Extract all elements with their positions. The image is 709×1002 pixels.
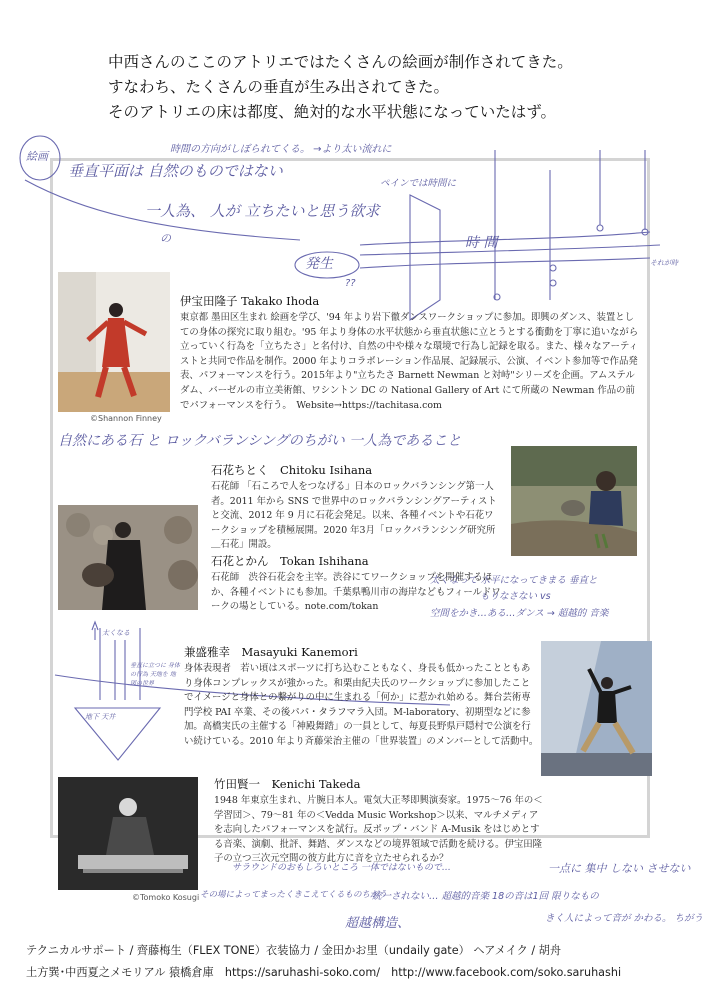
hw-kaiga: 絵画	[26, 150, 48, 163]
photo-kenichi-takeda	[58, 777, 198, 890]
artist-name: 石花とかん Tokan Ishihana	[211, 554, 369, 568]
photo-tokan-ishihana	[58, 505, 198, 610]
hw-left-note3: 地下 天井	[85, 713, 116, 721]
hw-no: の	[160, 232, 171, 245]
artist-bio: 石花師 「石ころで人をつなげる」日本のロックバランシング第一人者。2011 年から SNS で世界中のロックバランシングアーティストと交流、2012 年 9 月に石花会発足。以来、各種イベントや石花ワークショップを積極展開。2020 年3月「ロックバランシング研究所＿石花」開設。	[211, 481, 497, 551]
hw-bottom-note1: サラウンドのおもしろいところ 一体ではないもので…	[232, 863, 451, 873]
footer-credits: テクニカルサポート / 齊藤梅生（FLEX TONE）衣装協力 / 金田かお里（undaily gate） ヘアメイク / 胡舟	[26, 944, 562, 957]
hw-bottom-note3: 統一されない… 超越的音楽 18の音は1回 限りなもの	[372, 891, 599, 902]
bio-tokan-ishihana	[211, 553, 501, 615]
photo-chitoku-isihana	[511, 446, 637, 556]
intro-line-2: すなわち、たくさんの垂直が生み出されてきた。	[108, 78, 450, 96]
hw-qq: ??	[345, 278, 356, 289]
credit-shannon-finney: ©Shannon Finney	[90, 414, 162, 423]
bio-masayuki-kanemori	[184, 644, 539, 750]
footer-venue: 土方巽･中西夏之メモリアル 猿橋倉庫 https://saruhashi-soko.com/ http://www.facebook.com/soko.saruhashi	[26, 966, 622, 979]
hw-pain-time: ペインでは時間に	[380, 178, 457, 189]
artist-name: 竹田賢一 Kenichi Takeda	[214, 777, 361, 791]
hw-bottom-note5: 一点に 集中 しない させない	[548, 862, 691, 875]
hw-left-note1: 太くなる	[102, 629, 130, 637]
photo-masayuki-kanemori	[541, 641, 652, 776]
bio-kenichi-takeda	[214, 776, 544, 867]
artist-bio: 身体表現者 若い頃はスポーツに打ち込むこともなく、身長も低かったことともあり身体コンプレックスが強かった。和栗由紀夫氏のワークショップに参加したことでイメージと身体との繋がりの中に生まれる「何か」に惹かれ始める。舞台芸術専門学校 PAI 卒業、その後パパ・タラフマラ入団。M-laboratory、初期型などに参加。高橋実氏の主催する「神殿舞踏」の一員として、毎夏長野県戸隠村で公演を行い続けている。2010 年より斉藤栄治主催の「世界装置」のメンバーとして活動中。	[184, 663, 539, 747]
hw-bottom-note6: きく人によって音が かわる。 ちがう	[545, 913, 704, 924]
hw-natural-stone: 自然にある石 と ロックバランシングのちがい 一人為であること	[58, 433, 462, 449]
bio-takako-ihoda	[180, 293, 640, 413]
intro-line-1: 中西さんのここのアトリエではたくさんの絵画が制作されてきた。	[108, 53, 573, 71]
artist-bio: 石花師 渋谷石花会を主宰。渋谷にてワークショップを開催するほか、各種イベントにも参加。千葉県鴨川市の海岸などもフィールドワークの場としている。note.com/tokan	[211, 572, 501, 613]
hw-tiny: それが時	[650, 259, 678, 267]
hw-jikan: 時 間	[465, 235, 498, 251]
hw-vertical-plane: 垂直平面は 自然のものではない	[68, 162, 283, 180]
hw-right-note2: もりなさない vs	[480, 591, 551, 602]
credit-tomoko-kosugi: ©Tomoko Kosugi	[132, 893, 200, 902]
photo-takako-ihoda	[58, 272, 170, 412]
hw-bottom-note2: その場によってまったくきこえてくるものちがう	[200, 890, 388, 900]
hw-bottom-note4: 超越構造、	[345, 916, 411, 931]
hw-ichi-ninen: 一人為、 人が 立ちたいと思う欲求	[145, 202, 380, 220]
artist-bio: 1948 年東京生まれ、片腕日本人。電気大正琴即興演奏家。1975～76 年の＜学習団＞、79～81 年の＜Vedda Music Workshop＞以来、マルチメディアを志向したパフォーマンスを試行。反ポップ・バンド A-Musik をはじめとする音楽、演劇、批評、舞踏、ダンスなどの境界領域で活動を続ける。伊宝田隆子の立つ三次元空間の彼方此方に音を立たせられるか？	[214, 795, 543, 865]
bio-chitoku-isihana	[211, 462, 501, 553]
hw-time-flow: 時間の方向がしぼられてくる。 →より太い流れに	[170, 144, 392, 155]
hw-hassei: 発生	[305, 256, 333, 272]
artist-name: 兼盛雅幸 Masayuki Kanemori	[184, 645, 358, 659]
artist-name: 伊宝田隆子 Takako Ihoda	[180, 294, 320, 308]
hw-right-note3: 空間をかき…ある…ダンス → 超越的 音楽	[430, 608, 609, 619]
artist-bio: 東京都 墨田区生まれ 絵画を学び、'94 年より岩下徹ダンスワークショップに参加。即興のダンス、装置としての身体の探究に取り組む。'95 年より身体の水平状態から垂直状態に立とうとする衝動を丁寧に追いながら立っていく行為を「立ちたさ」と名付け、自然の中や様々な環境で行為し記録を取る。また、様々なアーティストと共同で作品を制作。2000 年よりコラボレーション作品展、記録展示、公演、イベント参加等で作品発表、パフォーマンスを行う。2015年より"立ちたさ Barnett Newman と対峙"シリーズを企画。アムステルダム、バーゼルの市立美術館、ワシントン DC の National Gallery of Art にて所蔵の Newman 作品の前でパフォーマンスを行う。 Website→https://tachitasa.com	[180, 312, 639, 411]
artist-name: 石花ちとく Chitoku Isihana	[211, 463, 373, 477]
intro-line-3: そのアトリエの床は都度、絶対的な水平状態になっていたはず。	[108, 103, 556, 121]
hw-left-note2: 垂直に立つに 身体の行為 天地を 地図の世界	[130, 662, 180, 687]
hw-right-note1: 太くなって 水平になってきまる 垂直と	[430, 575, 598, 586]
intro-text	[108, 50, 573, 125]
